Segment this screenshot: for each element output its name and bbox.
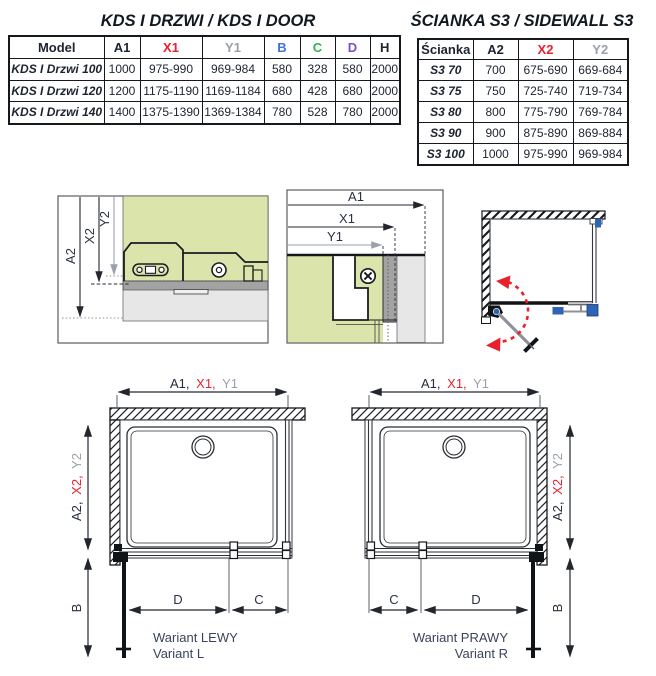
table-cell: 719-734 bbox=[573, 81, 628, 102]
swing-arrow-top bbox=[496, 276, 511, 290]
wall-left bbox=[482, 219, 490, 317]
table-cell: 700 bbox=[473, 60, 518, 81]
table-cell: KDS I Drzwi 100 bbox=[9, 59, 104, 81]
table-cell: 1400 bbox=[104, 102, 140, 124]
dim-label-b: B bbox=[69, 603, 84, 613]
header-a2: A2 bbox=[473, 39, 518, 60]
rail-connector bbox=[419, 542, 427, 550]
table-cell: 975-990 bbox=[518, 144, 573, 166]
hinge-block bbox=[535, 544, 543, 551]
dim-label-d: D bbox=[173, 592, 183, 607]
door-section-diagram bbox=[287, 189, 443, 343]
variant-caption-line1: Wariant PRAWY bbox=[412, 630, 508, 645]
variant-caption-line2: Variant L bbox=[153, 646, 205, 661]
table-cell: 675-690 bbox=[518, 60, 573, 81]
table-cell: S3 70 bbox=[418, 60, 473, 81]
variant-caption-line2: Variant R bbox=[454, 646, 508, 661]
enclosure-outline bbox=[365, 420, 537, 558]
table-row bbox=[418, 123, 628, 144]
corner-bracket bbox=[587, 305, 598, 317]
sidewall-table-title: ŚCIANKA S3 / SIDEWALL S3 bbox=[410, 12, 634, 30]
dim-label-side: A2, X2, Y2 bbox=[550, 453, 565, 521]
sidewall-table bbox=[417, 38, 629, 166]
dim-label-side: A2, X2, Y2 bbox=[69, 453, 84, 521]
table-row bbox=[418, 60, 628, 81]
table-cell: KDS I Drzwi 120 bbox=[9, 80, 104, 102]
table-cell: 969-984 bbox=[202, 59, 264, 81]
shower-tray-edge-section bbox=[123, 290, 268, 321]
table-cell: 875-890 bbox=[518, 123, 573, 144]
table-cell: 1000 bbox=[473, 144, 518, 166]
variant-caption-line1: Wariant LEWY bbox=[153, 630, 238, 645]
wall-edge-section bbox=[397, 255, 425, 343]
wall-bracket bbox=[595, 219, 601, 228]
dim-label-c: C bbox=[389, 592, 399, 607]
enclosure-outline bbox=[120, 420, 292, 558]
table-cell: 528 bbox=[300, 102, 335, 124]
dim-label-y2: Y2 bbox=[97, 211, 112, 227]
table-cell: 1375-1390 bbox=[140, 102, 202, 124]
header-a1: A1 bbox=[104, 36, 140, 59]
table-cell: 580 bbox=[335, 59, 370, 81]
dim-label-top: A1, X1, Y1 bbox=[421, 376, 489, 391]
table-cell: 769-784 bbox=[573, 102, 628, 123]
header-y2: Y2 bbox=[573, 39, 628, 60]
rail-connector bbox=[230, 542, 238, 550]
header-b: B bbox=[264, 36, 300, 59]
table-cell: 680 bbox=[264, 80, 300, 102]
table-row bbox=[418, 144, 628, 166]
door-open bbox=[499, 314, 530, 345]
table-cell: 869-884 bbox=[573, 123, 628, 144]
table-cell: 580 bbox=[264, 59, 300, 81]
screw-icon bbox=[361, 269, 375, 283]
table-cell: 2000 bbox=[370, 59, 400, 81]
table-cell: 780 bbox=[264, 102, 300, 124]
table-cell: 1169-1184 bbox=[202, 80, 264, 102]
wall-top bbox=[482, 211, 605, 219]
plan-view-diagram bbox=[482, 211, 606, 352]
table-cell: 680 bbox=[335, 80, 370, 102]
table-cell: S3 75 bbox=[418, 81, 473, 102]
table-cell: 669-684 bbox=[573, 60, 628, 81]
dim-label-c: C bbox=[254, 592, 264, 607]
sidewall-section-diagram bbox=[58, 196, 268, 343]
table-row bbox=[9, 59, 400, 81]
table-cell: S3 80 bbox=[418, 102, 473, 123]
dim-label-x2: X2 bbox=[82, 228, 97, 244]
table-cell: KDS I Drzwi 140 bbox=[9, 102, 104, 124]
wall-top bbox=[352, 408, 547, 420]
table-cell: 2000 bbox=[370, 80, 400, 102]
wall-right bbox=[537, 420, 547, 565]
table-cell: 969-984 bbox=[573, 144, 628, 166]
header-model: Model bbox=[9, 36, 104, 59]
wall-top bbox=[110, 408, 305, 420]
table-header-row bbox=[9, 36, 400, 59]
dim-label-x1: X1 bbox=[339, 211, 355, 226]
support-bracket bbox=[553, 307, 564, 315]
swing-arrow-bottom bbox=[486, 338, 501, 352]
kds-table-title: KDS I DRZWI / KDS I DOOR bbox=[100, 12, 316, 30]
dim-label-y1: Y1 bbox=[327, 229, 343, 244]
dim-label-a1: A1 bbox=[348, 189, 364, 204]
table-row bbox=[418, 81, 628, 102]
table-cell: 1175-1190 bbox=[140, 80, 202, 102]
table-cell: 775-790 bbox=[518, 102, 573, 123]
table-cell: 1369-1384 bbox=[202, 102, 264, 124]
table-cell: S3 100 bbox=[418, 144, 473, 166]
table-cell: 975-990 bbox=[140, 59, 202, 81]
kds-door-table bbox=[8, 35, 401, 125]
table-header-row bbox=[418, 39, 628, 60]
table-cell: 1000 bbox=[104, 59, 140, 81]
adjustment-slot bbox=[133, 264, 168, 276]
table-row bbox=[9, 80, 400, 102]
wall-left bbox=[110, 420, 120, 565]
technical-diagrams bbox=[0, 170, 656, 676]
variant-left-diagram bbox=[69, 376, 305, 661]
dim-label-top: A1, X1, Y1 bbox=[170, 376, 238, 391]
screw-icon bbox=[212, 263, 226, 277]
table-cell: 750 bbox=[473, 81, 518, 102]
table-cell: 725-740 bbox=[518, 81, 573, 102]
header-c: C bbox=[300, 36, 335, 59]
table-cell: 780 bbox=[335, 102, 370, 124]
variant-right-diagram bbox=[352, 376, 570, 661]
bottom-rail-profile bbox=[123, 281, 268, 290]
hinge-block bbox=[114, 544, 122, 551]
header-d: D bbox=[335, 36, 370, 59]
table-cell: 1200 bbox=[104, 80, 140, 102]
table-cell: 800 bbox=[473, 102, 518, 123]
header-x1: X1 bbox=[140, 36, 202, 59]
dim-label-a2: A2 bbox=[63, 248, 78, 264]
header-scianka: Ścianka bbox=[418, 39, 473, 60]
table-cell: 428 bbox=[300, 80, 335, 102]
table-row bbox=[418, 102, 628, 123]
table-cell: 328 bbox=[300, 59, 335, 81]
table-cell: 2000 bbox=[370, 102, 400, 124]
dim-label-d: D bbox=[471, 592, 481, 607]
dim-label-b: B bbox=[550, 603, 565, 613]
table-row bbox=[9, 102, 400, 124]
table-cell: S3 90 bbox=[418, 123, 473, 144]
table-cell: 900 bbox=[473, 123, 518, 144]
header-h: H bbox=[370, 36, 400, 59]
header-x2: X2 bbox=[518, 39, 573, 60]
header-y1: Y1 bbox=[202, 36, 264, 59]
